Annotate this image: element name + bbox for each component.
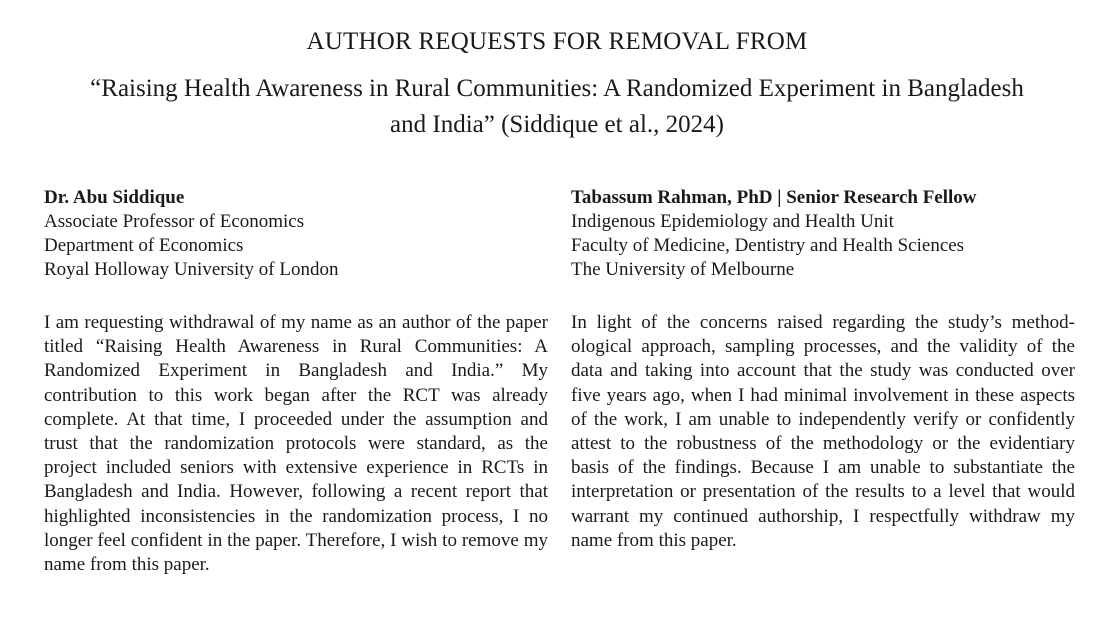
author-department: Department of Economics: [44, 235, 244, 256]
author-institution: The University of Melbourne: [571, 259, 795, 280]
author-name: Dr. Abu Siddique: [44, 187, 185, 208]
author-institution: Royal Holloway University of London: [44, 259, 339, 280]
author-unit: Indigenous Epidemiology and Health Unit: [571, 211, 894, 232]
author-info: [571, 186, 1075, 282]
paper-citation: “Raising Health Awareness in Rural Communities: A Randomized Experiment in Bangladesh and India” (Siddique et al., 2024): [90, 75, 1024, 138]
author-name: Tabassum Rahman, PhD | Senior Research Fellow: [571, 187, 977, 208]
author-column-1: [44, 186, 548, 596]
author-statement: In light of the concerns raised regarding the study’s methodological approach, sampling processes, and the validity of the data and taking into account that the study was conducted over five years ago, when I had minimal involvement in these aspects of the work, I am unable to independently verify or confidently attest to the robustness of the methodology or the evidentiary basis of the findings. Because I am unable to substantiate the interpretation or presentation of the results to a level that would warrant my continued authorship, I respectfully withdraw my name from this paper.: [571, 312, 1075, 551]
author-column-2: [571, 186, 1075, 572]
author-info: [44, 186, 548, 282]
author-faculty: Faculty of Medicine, Dentistry and Health Sciences: [571, 235, 965, 256]
author-statement: I am requesting withdrawal of my name as an author of the paper titled “Raising Health Awareness in Rural Communities: A Randomized Experiment in Bangladesh and India.” My contribution to this work began after the RCT was already complete. At that time, I proceeded under the assumption and trust that the randomization protocols were standard, as the project included seniors with extensive experience in RCTs in Bangladesh and India. However, following a recent report that highlighted inconsistencies in the randomization process, I no longer feel confident in the paper. Therefore, I wish to remove my name from this paper.: [44, 312, 548, 576]
author-title: Associate Professor of Economics: [44, 211, 305, 232]
document-title: AUTHOR REQUESTS FOR REMOVAL FROM: [306, 28, 808, 55]
